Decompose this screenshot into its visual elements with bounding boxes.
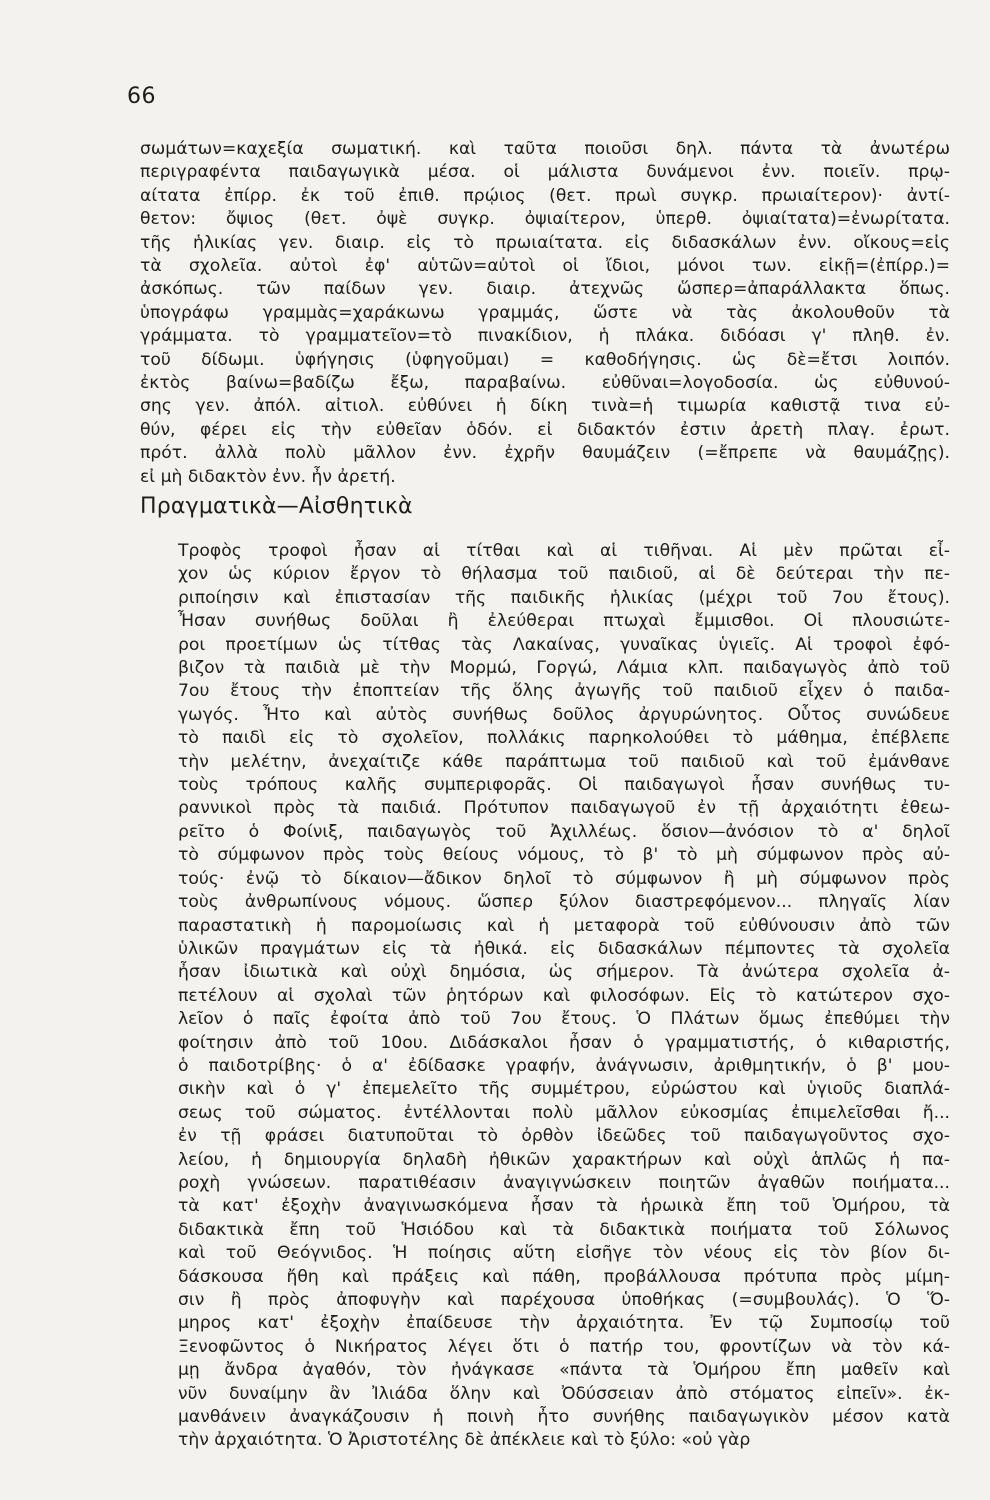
body-line: ἐν τῇ φράσει διατυποῦται τὸ ὀρθὸν ἰδεῶδες τοῦ παιδαγωγοῦντος σχο- xyxy=(178,1126,950,1147)
body-line: πετέλουν αἱ σχολαὶ τῶν ῥητόρων καὶ φιλοσόφων. Εἰς τὸ κατώτερον σχο- xyxy=(178,985,950,1006)
page-number: 66 xyxy=(127,84,156,109)
body-line: τοὺς τρόπους καλῆς συμπεριφορᾶς. Οἱ παιδαγωγοὶ ἦσαν συνήθως τυ- xyxy=(178,775,950,796)
body-line: φοίτησιν ἀπὸ τοῦ 10ου. Διδάσκαλοι ἦσαν ὁ γραμματιστής, ὁ κιθαριστής, xyxy=(178,1032,950,1053)
body-line: σεως τοῦ σώματος. ἐντέλλονται πολὺ μᾶλλον εὐκοσμίας ἐπιμελεῖσθαι ἤ... xyxy=(178,1102,950,1123)
gloss-line: σωμάτων=καχεξία σωματική. καὶ ταῦτα ποιοῦσι δηλ. πάντα τὰ ἀνωτέρω xyxy=(140,139,950,159)
gloss-line: πρότ. ἀλλὰ πολὺ μᾶλλον ἐνν. ἐχρῆν θαυμάζειν (=ἔπρεπε νὰ θαυμάζῃς). xyxy=(140,443,950,464)
body-line: ροι προετίμων ὡς τίτθας τὰς Λακαίνας, γυναῖκας ὑγιεῖς. Αἱ τροφοὶ ἐφό- xyxy=(178,634,950,655)
body-line: ραννικοὶ πρὸς τὰ παιδιά. Πρότυπον παιδαγωγοῦ ἐν τῇ ἀρχαιότητι ἐθεω- xyxy=(178,798,950,819)
body-line: τὴν ἀρχαιότητα. Ὁ Ἀριστοτέλης δὲ ἀπέκλειε καὶ τὸ ξύλο: «οὐ γὰρ xyxy=(178,1430,751,1451)
body-line: Ἦσαν συνήθως δοῦλαι ἢ ἐλεύθεραι πτωχαὶ ἔμμισθοι. Οἱ πλουσιώτε- xyxy=(178,611,950,632)
body-line: τούς· ἐνῷ τὸ δίκαιον—ἄδικον δηλοῖ τὸ σύμφωνον ἢ μὴ σύμφωνον πρὸς xyxy=(178,868,950,889)
body-paragraph xyxy=(140,540,950,1453)
gloss-line: ἐκτὸς βαίνω=βαδίζω ἔξω, παραβαίνω. εὐθῦναι=λογοδοσία. ὡς εὐθυνού- xyxy=(140,373,950,394)
body-line: ὁ παιδοτρίβης· ὁ α' ἐδίδασκε γραφήν, ἀνάγνωσιν, ἀριθμητικήν, ὁ β' μου- xyxy=(178,1055,950,1076)
body-line: νῦν δυναίμην ἂν Ἰλιάδα ὅλην καὶ Ὀδύσσειαν ἀπὸ στόματος εἰπεῖν». ἐκ- xyxy=(178,1383,950,1404)
gloss-paragraph xyxy=(140,138,950,489)
body-line: ρεῖτο ὁ Φοίνιξ, παιδαγωγὸς τοῦ Ἀχιλλέως. ὅσιον—ἀνόσιον τὸ α' δηλοῖ xyxy=(178,821,950,842)
body-line: μηρος κατ' ἐξοχὴν ἐπαίδευσε τὴν ἀρχαιότητα. Ἐν τῷ Συμποσίῳ τοῦ xyxy=(178,1313,950,1334)
body-line: ροχὴ γνώσεων. παρατιθέασιν ἀναγιγνώσκειν ποιητῶν ἀγαθῶν ποιήματα... xyxy=(178,1172,950,1193)
gloss-line: τοῦ δίδωμι. ὑφήγησις (ὑφηγοῦμαι) = καθοδήγησις. ὡς δὲ=ἔτσι λοιπόν. xyxy=(140,349,950,370)
gloss-line: περιγραφέντα παιδαγωγικὰ μέσα. οἱ μάλιστα δυνάμενοι ἐνν. ποιεῖν. πρῳ- xyxy=(140,162,950,183)
body-line: μῃ ἄνδρα ἀγαθόν, τὸν ἠνάγκασε «πάντα τὰ Ὁμήρου ἔπη μαθεῖν καὶ xyxy=(178,1360,950,1381)
body-line: σικὴν καὶ ὁ γ' ἐπεμελεῖτο τῆς συμμέτρου, εὐρώστου καὶ ὑγιοῦς διαπλά- xyxy=(178,1079,950,1100)
gloss-line: θύν, φέρει εἰς τὴν εὐθεῖαν ὁδόν. εἰ διδακτόν ἐστιν ἀρετὴ πλαγ. ἐρωτ. xyxy=(140,419,950,440)
gloss-line: τῆς ἡλικίας γεν. διαιρ. εἰς τὸ πρωιαίτατα. εἰς διδασκάλων ἐνν. οἴκους=εἰς xyxy=(140,232,950,253)
body-line: βιζον τὰ παιδιὰ μὲ τὴν Μορμώ, Γοργώ, Λάμια κλπ. παιδαγωγὸς ἀπὸ τοῦ xyxy=(178,658,950,679)
body-line: καὶ τοῦ Θεόγνιδος. Ἡ ποίησις αὕτη εἰσῆγε τὸν νέους εἰς τὸν βίον δι- xyxy=(178,1243,950,1264)
gloss-line: σης γεν. ἀπόλ. αἰτιολ. εὐθύνει ἡ δίκη τινὰ=ἡ τιμωρία καθιστᾷ τινα εὐ- xyxy=(140,396,950,417)
body-line: Τροφὸς τροφοὶ ἦσαν αἱ τίτθαι καὶ αἱ τιθῆναι. Αἱ μὲν πρῶται εἶ- xyxy=(178,541,950,561)
body-line: τοὺς ἀνθρωπίνους νόμους. ὥσπερ ξύλον διαστρεφόμενον... πληγαῖς λίαν xyxy=(178,892,950,913)
body-line: λείου, ἡ δημιουργία δηλαδὴ ἠθικῶν χαρακτήρων καὶ οὐχὶ ἁπλῶς ἡ πα- xyxy=(178,1149,950,1170)
body-line: τὰ κατ' ἐξοχὴν ἀναγινωσκόμενα ἦσαν τὰ ἡρωικὰ ἔπη τοῦ Ὁμήρου, τὰ xyxy=(178,1196,950,1217)
body-line: σιν ἢ πρὸς ἀποφυγὴν καὶ παρέχουσα ὑποθήκας (=συμβουλάς). Ὁ Ὅ- xyxy=(178,1290,950,1310)
section-heading: Πραγματικὰ—Αἰσθητικὰ xyxy=(140,494,413,519)
body-line: γωγός. Ἦτο καὶ αὐτὸς συνήθως δοῦλος ἀργυρώνητος. Οὗτος συνώδευε xyxy=(178,704,950,725)
body-line: Ξενοφῶντος ὁ Νικήρατος λέγει ὅτι ὁ πατήρ του, φροντίζων νὰ τὸν κά- xyxy=(178,1336,950,1357)
body-line: ριποίησιν καὶ ἐπιστασίαν τῆς παιδικῆς ἡλικίας (μέχρι τοῦ 7ου ἔτους). xyxy=(178,587,950,608)
gloss-line: θετον: ὄψιος (θετ. ὀψὲ συγκρ. ὀψιαίτερον, ὑπερθ. ὀψιαίτατα)=ἐνωρίτατα. xyxy=(140,209,950,230)
gloss-line: τὰ σχολεῖα. αὐτοὶ ἐφ' αὑτῶν=αὐτοὶ οἱ ἴδιοι, μόνοι των. εἰκῇ=(ἐπίρρ.)= xyxy=(140,256,950,277)
body-line: ὑλικῶν πραγμάτων εἰς τὰ ἠθικά. εἰς διδασκάλων πέμποντες τὰ σχολεῖα xyxy=(178,938,950,959)
gloss-line: ἀσκόπως. τῶν παίδων γεν. διαιρ. ἀτεχνῶς ὥσπερ=ἀπαράλλακτα ὅπως. xyxy=(140,279,950,300)
body-line: τὸ σύμφωνον πρὸς τοὺς θείους νόμους, τὸ β' τὸ μὴ σύμφωνον πρὸς αὐ- xyxy=(178,845,950,866)
body-line: διδακτικὰ ἔπη τοῦ Ἡσιόδου καὶ τὰ διδακτικὰ ποιήματα τοῦ Σόλωνος xyxy=(178,1219,950,1240)
gloss-line: αίτατα ἐπίρρ. ἐκ τοῦ ἐπιθ. πρῴιος (θετ. πρωὶ συγκρ. πρωιαίτερον)· ἀντί- xyxy=(140,185,950,206)
body-line: χον ὡς κύριον ἔργον τὸ θήλασμα τοῦ παιδιοῦ, αἱ δὲ δεύτεραι τὴν πε- xyxy=(178,564,950,585)
body-line: τὸ παιδὶ εἰς τὸ σχολεῖον, πολλάκις παρηκολούθει τὸ μάθημα, ἐπέβλεπε xyxy=(178,728,950,749)
gloss-line: γράμματα. τὸ γραμματεῖον=τὸ πινακίδιον, ἡ πλάκα. διδόασι γ' πληθ. ἐν. xyxy=(140,326,950,347)
body-line: δάσκουσα ἤθη καὶ πράξεις καὶ πάθη, προβάλλουσα πρότυπα πρὸς μίμη- xyxy=(178,1266,950,1287)
gloss-line: εἰ μὴ διδακτὸν ἐνν. ἦν ἀρετή. xyxy=(140,466,396,487)
body-line: λεῖον ὁ παῖς ἐφοίτα ἀπὸ τοῦ 7ου ἔτους. Ὁ Πλάτων ὅμως ἐπεθύμει τὴν xyxy=(178,1009,950,1030)
body-line: μανθάνειν ἀναγκάζουσιν ἡ ποινὴ ἦτο συνήθης παιδαγωγικὸν μέσον κατὰ xyxy=(178,1407,950,1428)
body-line: ἦσαν ἰδιωτικὰ καὶ οὐχὶ δημόσια, ὡς σήμερον. Τὰ ἀνώτερα σχολεῖα ἀ- xyxy=(178,962,950,983)
gloss-line: ὑπογράφω γραμμὰς=χαράκωνω γραμμάς, ὥστε νὰ τὰς ἀκολουθοῦν τὰ xyxy=(140,302,950,323)
body-line: παραστατικὴ ἡ παρομοίωσις καὶ ἡ μεταφορὰ τοῦ εὐθύνουσιν ἀπὸ τῶν xyxy=(178,915,950,936)
body-line: τὴν μελέτην, ἀνεχαίτιζε κάθε παράπτωμα τοῦ παιδιοῦ καὶ τοῦ ἐμάνθανε xyxy=(178,751,950,772)
body-line: 7ου ἔτους τὴν ἐποπτείαν τῆς ὅλης ἀγωγῆς τοῦ παιδιοῦ εἶχεν ὁ παιδα- xyxy=(178,681,950,702)
